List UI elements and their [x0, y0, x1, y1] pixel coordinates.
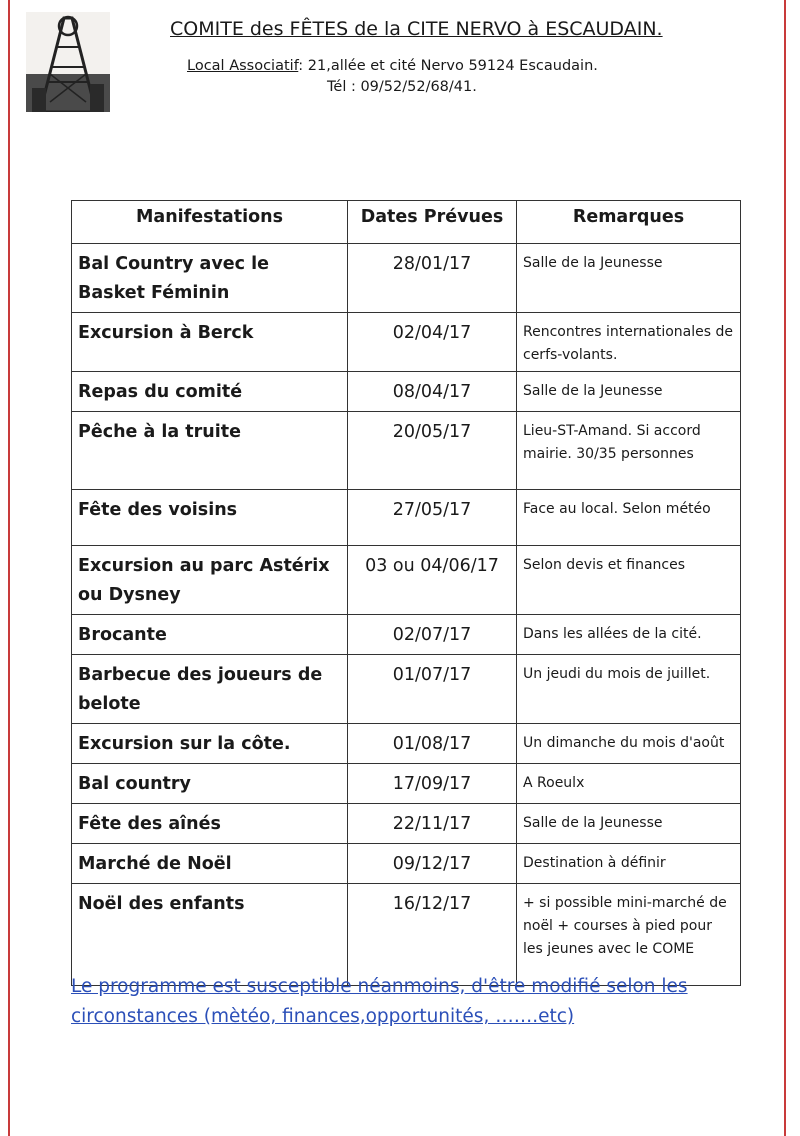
event-name: Bal country	[72, 764, 348, 804]
event-date: 08/04/17	[348, 372, 517, 412]
event-name: Excursion sur la côte.	[72, 724, 348, 764]
event-remark: Destination à définir	[517, 844, 741, 884]
events-table	[71, 200, 741, 986]
table-row	[72, 490, 741, 546]
event-remark: Un jeudi du mois de juillet.	[517, 655, 741, 724]
event-date: 09/12/17	[348, 844, 517, 884]
table-header-row	[72, 201, 741, 244]
table-row	[72, 244, 741, 313]
event-remark: A Roeulx	[517, 764, 741, 804]
event-name: Brocante	[72, 615, 348, 655]
event-date: 01/08/17	[348, 724, 517, 764]
footer-note: Le programme est susceptible néanmoins, d'être modifié selon les circonstances (mètéo, finances,opportunités, …….etc)	[71, 976, 688, 1027]
phone-number: Tél : 09/52/52/68/41.	[327, 79, 477, 95]
event-remark: Salle de la Jeunesse	[517, 372, 741, 412]
column-header-remarks: Remarques	[517, 201, 741, 244]
event-name: Fête des aînés	[72, 804, 348, 844]
event-date: 02/07/17	[348, 615, 517, 655]
event-date: 16/12/17	[348, 884, 517, 986]
table-row	[72, 615, 741, 655]
event-remark: Salle de la Jeunesse	[517, 244, 741, 313]
event-remark: Dans les allées de la cité.	[517, 615, 741, 655]
column-header-dates: Dates Prévues	[348, 201, 517, 244]
event-date: 01/07/17	[348, 655, 517, 724]
table-row	[72, 884, 741, 986]
event-date: 20/05/17	[348, 412, 517, 490]
page-title: COMITE des FÊTES de la CITE NERVO à ESCAUDAIN.	[170, 18, 663, 40]
event-remark: Face au local. Selon météo	[517, 490, 741, 546]
event-remark: Un dimanche du mois d'août	[517, 724, 741, 764]
event-name: Barbecue des joueurs de belote	[72, 655, 348, 724]
table-row	[72, 764, 741, 804]
table-row	[72, 412, 741, 490]
address	[187, 58, 598, 74]
table-row	[72, 313, 741, 372]
event-date: 22/11/17	[348, 804, 517, 844]
event-remark: Selon devis et finances	[517, 546, 741, 615]
event-name: Excursion à Berck	[72, 313, 348, 372]
event-name: Repas du comité	[72, 372, 348, 412]
event-remark: Rencontres internationales de cerfs-volants.	[517, 313, 741, 372]
table-row	[72, 844, 741, 884]
event-date: 27/05/17	[348, 490, 517, 546]
table-row	[72, 724, 741, 764]
event-date: 02/04/17	[348, 313, 517, 372]
table-row	[72, 655, 741, 724]
table-row	[72, 546, 741, 615]
header	[170, 18, 760, 40]
address-label: Local Associatif	[187, 58, 299, 74]
address-text: : 21,allée et cité Nervo 59124 Escaudain.	[298, 58, 598, 74]
event-date: 28/01/17	[348, 244, 517, 313]
event-name: Pêche à la truite	[72, 412, 348, 490]
event-name: Noël des enfants	[72, 884, 348, 986]
event-name: Bal Country avec le Basket Féminin	[72, 244, 348, 313]
event-remark: + si possible mini-marché de noël + courses à pied pour les jeunes avec le COME	[517, 884, 741, 986]
event-date: 03 ou 04/06/17	[348, 546, 517, 615]
event-name: Marché de Noël	[72, 844, 348, 884]
event-name: Excursion au parc Astérix ou Dysney	[72, 546, 348, 615]
mine-headframe-logo	[26, 12, 110, 112]
table-row	[72, 804, 741, 844]
event-date: 17/09/17	[348, 764, 517, 804]
event-remark: Salle de la Jeunesse	[517, 804, 741, 844]
event-name: Fête des voisins	[72, 490, 348, 546]
column-header-events: Manifestations	[72, 201, 348, 244]
event-remark: Lieu-ST-Amand. Si accord mairie. 30/35 personnes	[517, 412, 741, 490]
table-row	[72, 372, 741, 412]
